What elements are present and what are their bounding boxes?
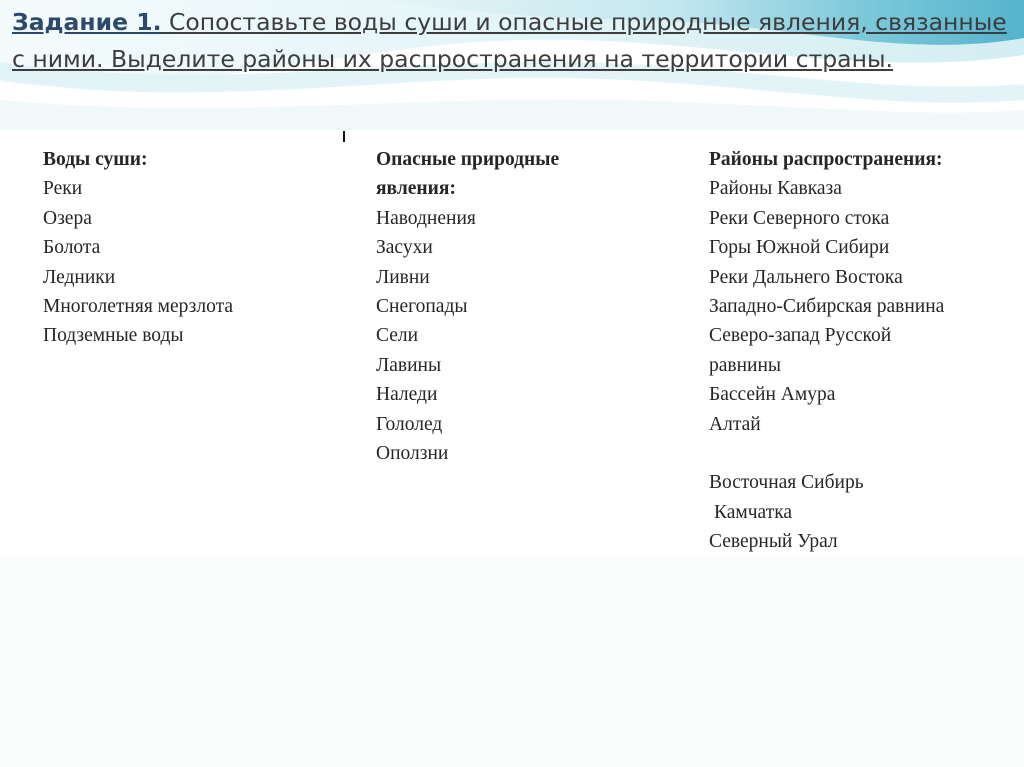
list-item: Реки Дальнего Востока [709, 266, 903, 288]
tick-mark [343, 131, 345, 142]
slide-title [12, 4, 1012, 78]
task-number: Задание 1. [12, 8, 162, 36]
column-header: Районы распространения: [709, 149, 943, 170]
list-item: Восточная Сибирь [709, 472, 864, 494]
list-item: Ледники [43, 266, 116, 288]
list-item: Западно-Сибирская равнина [709, 296, 945, 318]
column-water-bodies [43, 145, 233, 351]
list-item: Снегопады [376, 296, 468, 318]
list-item: Гололед [376, 413, 443, 435]
spacer [709, 439, 959, 468]
list-item: Озера [43, 207, 92, 229]
list-item: Засухи [376, 237, 433, 259]
list-item: Оползни [376, 443, 449, 465]
list-item: Наводнения [376, 207, 476, 229]
task-text: Сопоставьте воды суши и опасные природные явления, связанные с ними. Выделите районы их распространения на территории страны. [12, 8, 1007, 73]
list-item: Лавины [376, 354, 442, 376]
list-item: Алтай [709, 413, 761, 435]
column-header: Опасные природные явления: [376, 149, 560, 200]
list-item: Северо-запад Русской равнины [709, 325, 892, 376]
list-item: Бассейн Амура [709, 384, 836, 406]
list-item: Ливни [376, 266, 430, 288]
list-item: Реки [43, 178, 83, 200]
list-item: Подземные воды [43, 325, 184, 347]
column-distribution-regions [709, 145, 959, 557]
list-item: Сели [376, 325, 419, 347]
list-item: Реки Северного стока [709, 207, 890, 229]
list-item: Болота [43, 237, 101, 259]
list-item: Районы Кавказа [709, 178, 842, 200]
slide-bottom-area [0, 555, 1024, 767]
column-natural-hazards [376, 145, 606, 468]
list-item: Северный Урал [709, 531, 838, 553]
list-item: Многолетняя мерзлота [43, 296, 234, 318]
list-item: Наледи [376, 384, 438, 406]
list-item: Камчатка [714, 501, 793, 523]
column-header: Воды суши: [43, 149, 148, 170]
list-item: Горы Южной Сибири [709, 237, 890, 259]
